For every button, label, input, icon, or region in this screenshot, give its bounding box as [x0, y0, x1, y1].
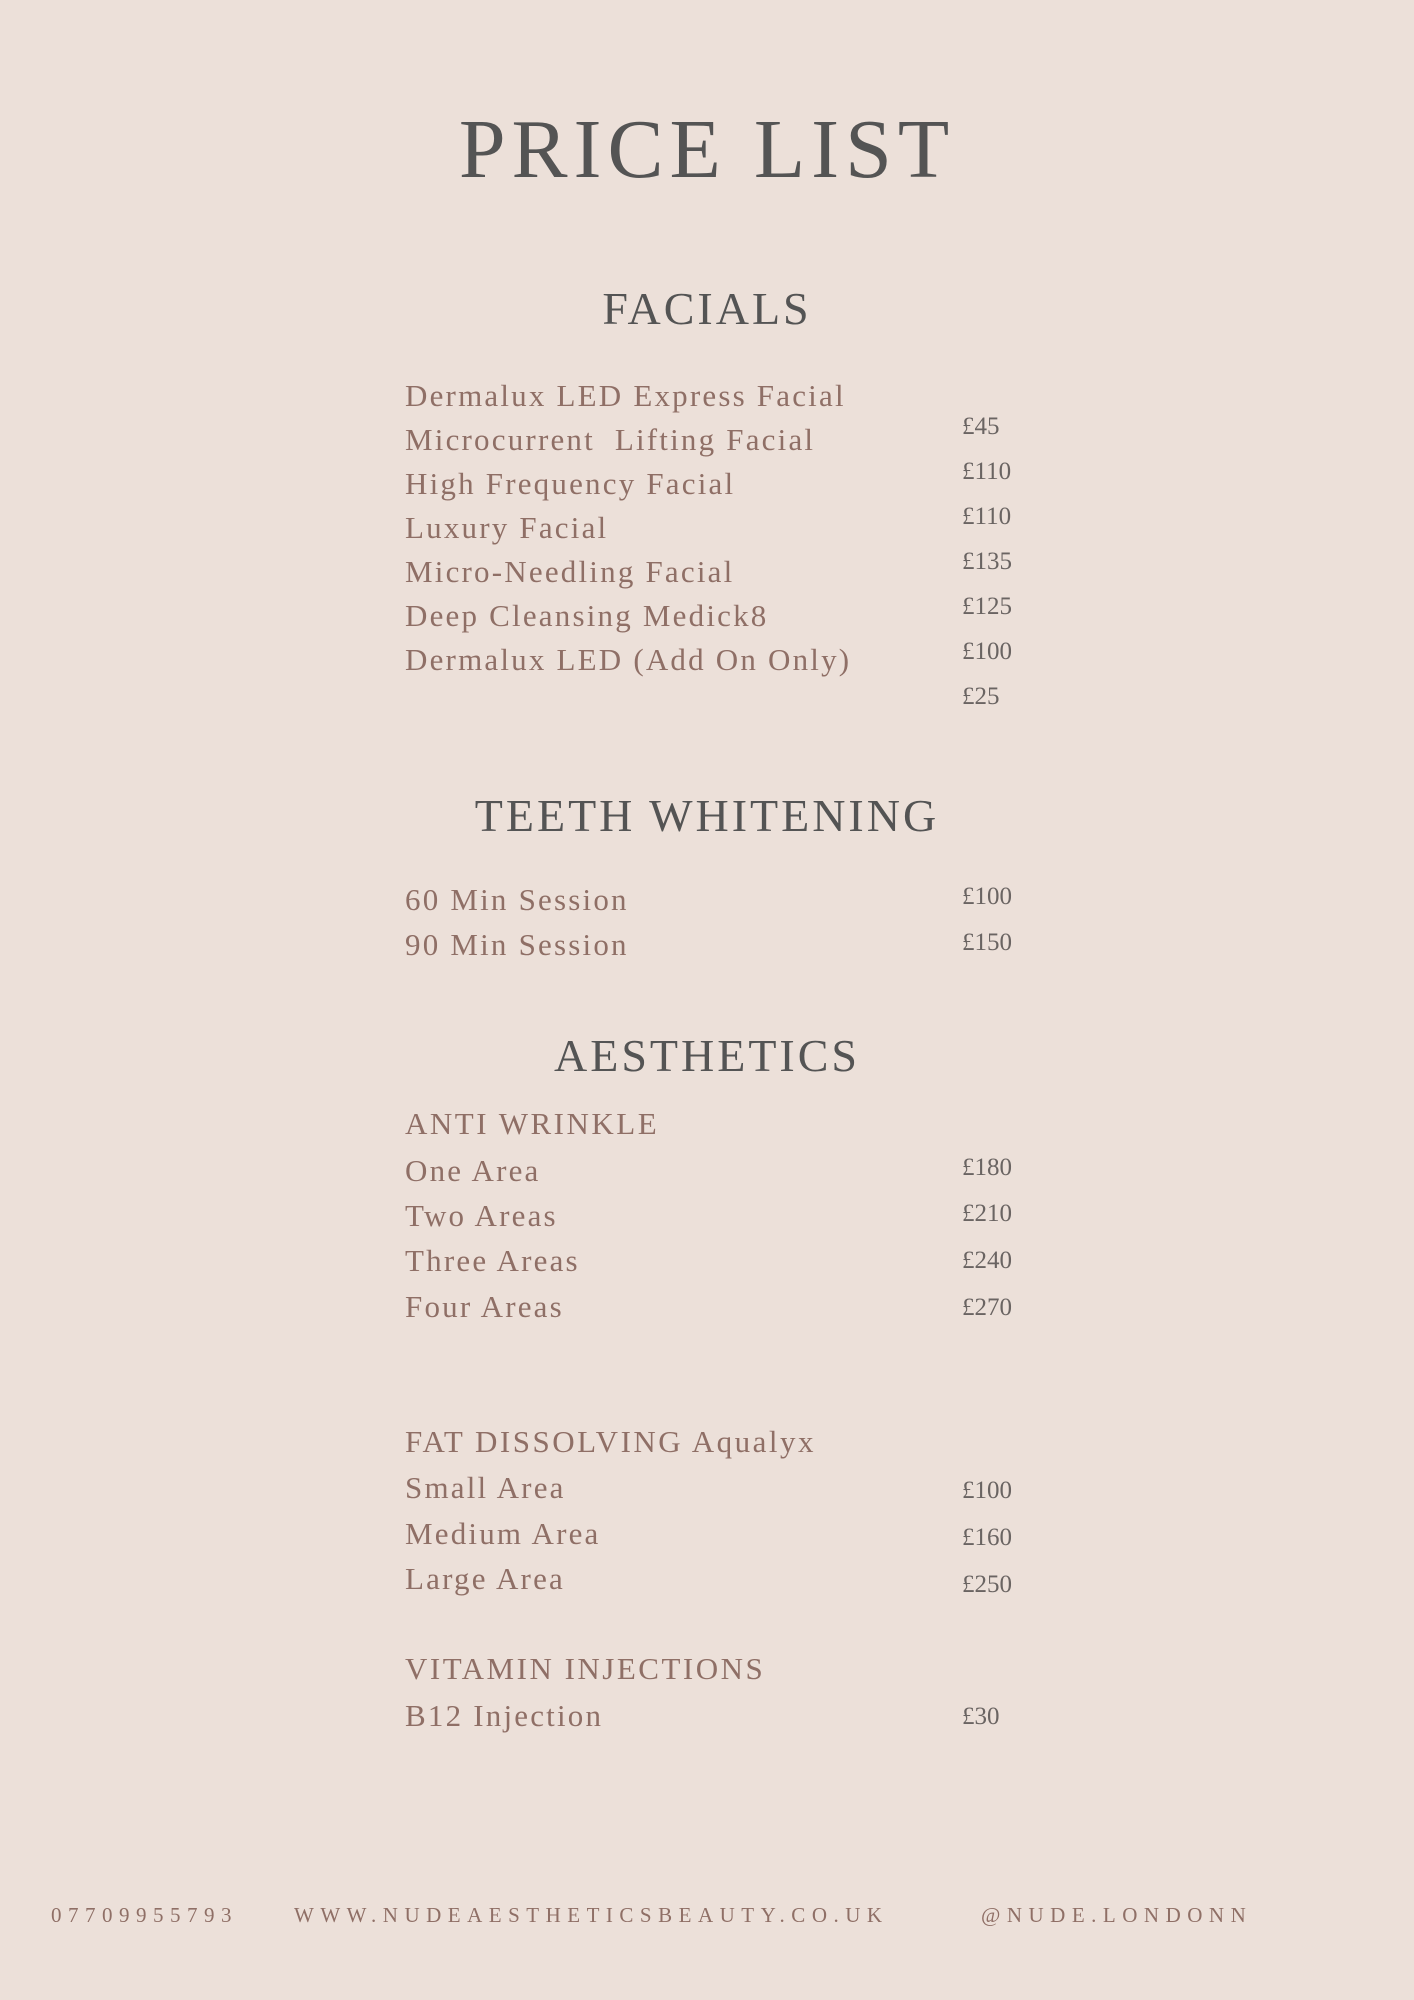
teeth-item: 60 Min Session — [405, 882, 629, 917]
facial-price: £110 — [962, 458, 1012, 485]
teeth-price: £100 — [962, 883, 1012, 910]
vitamin-price: £30 — [962, 1703, 1000, 1730]
fat-dissolving-item: Small Area — [405, 1470, 566, 1505]
facial-item: High Frequency Facial — [405, 466, 736, 501]
anti-wrinkle-item: One Area — [405, 1153, 541, 1188]
facial-item: Micro-Needling Facial — [405, 554, 735, 589]
teeth-item: 90 Min Session — [405, 927, 629, 962]
footer-phone: 07709955793 — [51, 1903, 238, 1927]
fat-dissolving-item: Large Area — [405, 1561, 565, 1596]
footer-website: WWW.NUDEAESTHETICSBEAUTY.CO.UK — [294, 1903, 889, 1927]
facial-item: Dermalux LED (Add On Only) — [405, 642, 852, 677]
fat-dissolving-item: Medium Area — [405, 1516, 601, 1551]
facial-price: £135 — [962, 548, 1012, 575]
facial-item: Microcurrent Lifting Facial — [405, 422, 816, 457]
facial-item: Luxury Facial — [405, 510, 609, 545]
fat-dissolving-heading: FAT DISSOLVING Aqualyx — [405, 1424, 816, 1459]
facial-price: £100 — [962, 638, 1012, 665]
footer-social: @NUDE.LONDONN — [981, 1903, 1253, 1927]
vitamin-item: B12 Injection — [405, 1698, 604, 1733]
page-title: PRICE LIST — [458, 103, 956, 196]
aesthetics-heading: AESTHETICS — [554, 1030, 860, 1081]
anti-wrinkle-heading: ANTI WRINKLE — [405, 1106, 660, 1141]
anti-wrinkle-price: £240 — [962, 1247, 1012, 1274]
teeth-price: £150 — [962, 929, 1012, 956]
anti-wrinkle-item: Four Areas — [405, 1289, 564, 1324]
anti-wrinkle-item: Three Areas — [405, 1243, 580, 1278]
facial-price: £45 — [962, 413, 1000, 440]
anti-wrinkle-price: £210 — [962, 1200, 1012, 1227]
fat-dissolving-price: £250 — [962, 1571, 1012, 1598]
facial-item: Dermalux LED Express Facial — [405, 378, 846, 413]
fat-dissolving-price: £100 — [962, 1477, 1012, 1504]
facial-price: £25 — [962, 683, 1000, 710]
vitamin-injections-heading: VITAMIN INJECTIONS — [405, 1651, 766, 1686]
facial-item: Deep Cleansing Medick8 — [405, 598, 769, 633]
fat-dissolving-price: £160 — [962, 1524, 1012, 1551]
teeth-whitening-heading: TEETH WHITENING — [474, 790, 940, 841]
anti-wrinkle-price: £270 — [962, 1294, 1012, 1321]
facials-heading: FACIALS — [602, 283, 812, 334]
anti-wrinkle-item: Two Areas — [405, 1198, 558, 1233]
anti-wrinkle-price: £180 — [962, 1154, 1012, 1181]
facial-price: £110 — [962, 503, 1012, 530]
facial-price: £125 — [962, 593, 1012, 620]
